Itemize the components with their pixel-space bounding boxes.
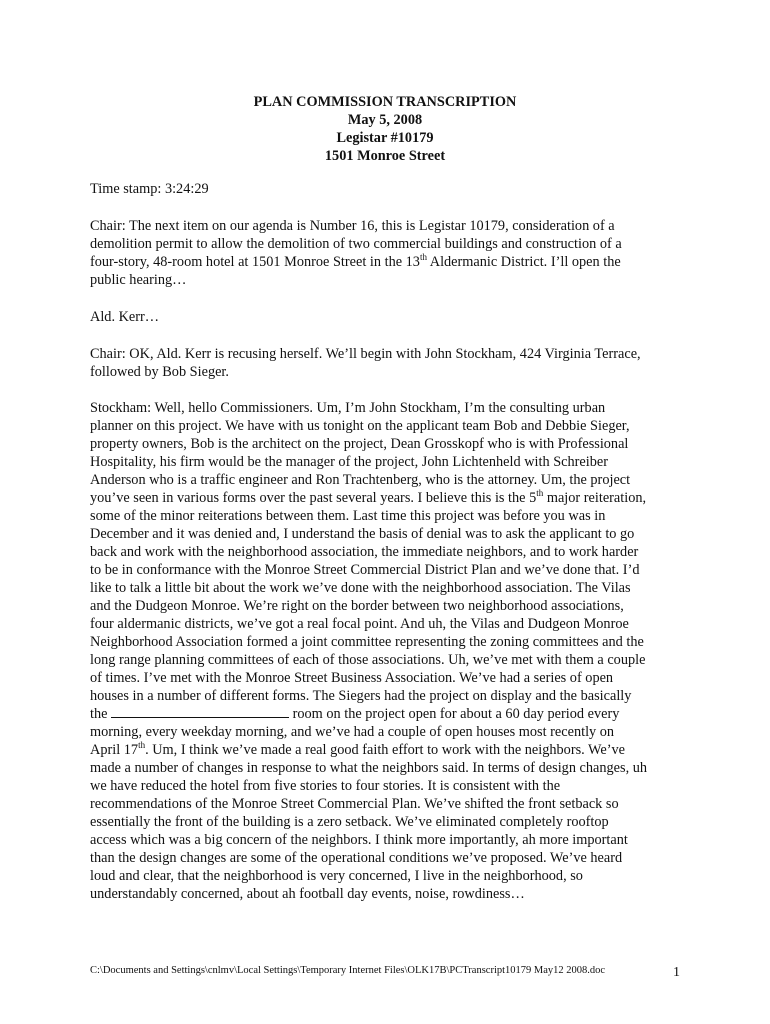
page-number: 1 (673, 965, 680, 980)
meeting-date: May 5, 2008 (347, 112, 423, 128)
text-line: Hospitality, his firm would be the manager of the project, John Lichtenheld with Schreiber (90, 454, 608, 470)
blank-underline (111, 705, 289, 718)
text-line: Ald. Kerr… (90, 309, 160, 325)
document-title: PLAN COMMISSION TRANSCRIPTION (253, 94, 517, 110)
text-line: Chair: The next item on our agenda is Number 16, this is Legistar 10179, consideration of a (90, 218, 615, 234)
text-line: we have reduced the hotel from five stories to four stories. It is consistent with the (90, 778, 561, 794)
text-line: houses in a number of different forms. The Siegers had the project on display and the basically (90, 688, 632, 704)
document-header (0, 93, 770, 165)
footer-file-path: C:\Documents and Settings\cnlmv\Local Settings\Temporary Internet Files\OLK17B\PCTranscript10179 May12 2008.doc (90, 965, 606, 976)
text-line: understandably concerned, about ah football day events, noise, rowdiness… (90, 886, 525, 902)
text-line: to be in conformance with the Monroe Street Commercial District Plan and we’ve done that. I’d (90, 562, 640, 578)
text-line: planner on this project. We have with us tonight on the applicant team Bob and Debbie Sieger, (90, 418, 630, 434)
text-line: morning, every weekday morning, and we’ve had a couple of open houses most recently on (90, 724, 615, 740)
text-line: Chair: OK, Ald. Kerr is recusing herself. We’ll begin with John Stockham, 424 Virginia Terrace, (90, 346, 641, 362)
text-line: April 17th. Um, I think we’ve made a real good faith effort to work with the neighbors. We’ve (90, 740, 625, 758)
paragraph-stockham (90, 399, 690, 903)
text-line: four aldermanic districts, we’ve got a real focal point. And uh, the Vilas and Dudgeon Monroe (90, 616, 629, 632)
text-line: December and it was denied and, I understand the basis of denial was to ask the applicant to go (90, 526, 635, 542)
text-line: you’ve seen in various forms over the past several years. I believe this is the 5th major reiteration, (90, 488, 647, 506)
text-line: than the design changes are some of the operational conditions we’ve proposed. We’ve heard (90, 850, 623, 866)
text-line: demolition permit to allow the demolition of two commercial buildings and construction of a (90, 236, 622, 252)
text-line: the room on the project open for about a 60 day period every (90, 706, 620, 722)
text-line: back and work with the neighborhood association, the immediate neighbors, and to work harder (90, 544, 639, 560)
text-line: followed by Bob Sieger. (90, 364, 229, 380)
text-line: Stockham: Well, hello Commissioners. Um, I’m John Stockham, I’m the consulting urban (90, 400, 606, 416)
text-line: loud and clear, that the neighborhood is very concerned, I live in the neighborhood, so (90, 868, 583, 884)
text-line: public hearing… (90, 272, 187, 288)
paragraph-chair-intro (90, 217, 690, 289)
text-line: and the Dudgeon Monroe. We’re right on the border between two neighborhood associations, (90, 598, 624, 614)
text-line: some of the minor reiterations between them. Last time this project was before you was in (90, 508, 606, 524)
text-line: property owners, Bob is the architect on the project, Dean Grosskopf who is with Professional (90, 436, 629, 452)
legistar-number: Legistar #10179 (336, 130, 434, 146)
text-line: Anderson who is a traffic engineer and Ron Trachtenberg, who is the attorney. Um, the project (90, 472, 631, 488)
text-line: essentially the front of the building is a zero setback. We’ve eliminated completely rooftop (90, 814, 609, 830)
text-line: Neighborhood Association formed a joint committee representing the zoning committees and the (90, 634, 644, 650)
paragraph-ald-kerr (90, 308, 690, 326)
text-line: made a number of changes in response to what the neighbors said. In terms of design changes, uh (90, 760, 648, 776)
property-address: 1501 Monroe Street (324, 148, 446, 164)
text-line: recommendations of the Monroe Street Commercial Plan. We’ve shifted the front setback so (90, 796, 619, 812)
text-line: long range planning committees of each of those associations. Uh, we’ve met with them a couple (90, 652, 646, 668)
timestamp: Time stamp: 3:24:29 (90, 181, 209, 197)
text-line: like to talk a little bit about the work we’ve done with the neighborhood association. The Vilas (90, 580, 631, 596)
text-line: access which was a big concern of the neighbors. I think more importantly, ah more important (90, 832, 628, 848)
text-line: of times. I’ve met with the Monroe Street Business Association. We’ve had a series of open (90, 670, 614, 686)
text-line: four-story, 48-room hotel at 1501 Monroe Street in the 13th Aldermanic District. I’ll open the (90, 252, 621, 270)
paragraph-chair-recusal (90, 345, 690, 381)
